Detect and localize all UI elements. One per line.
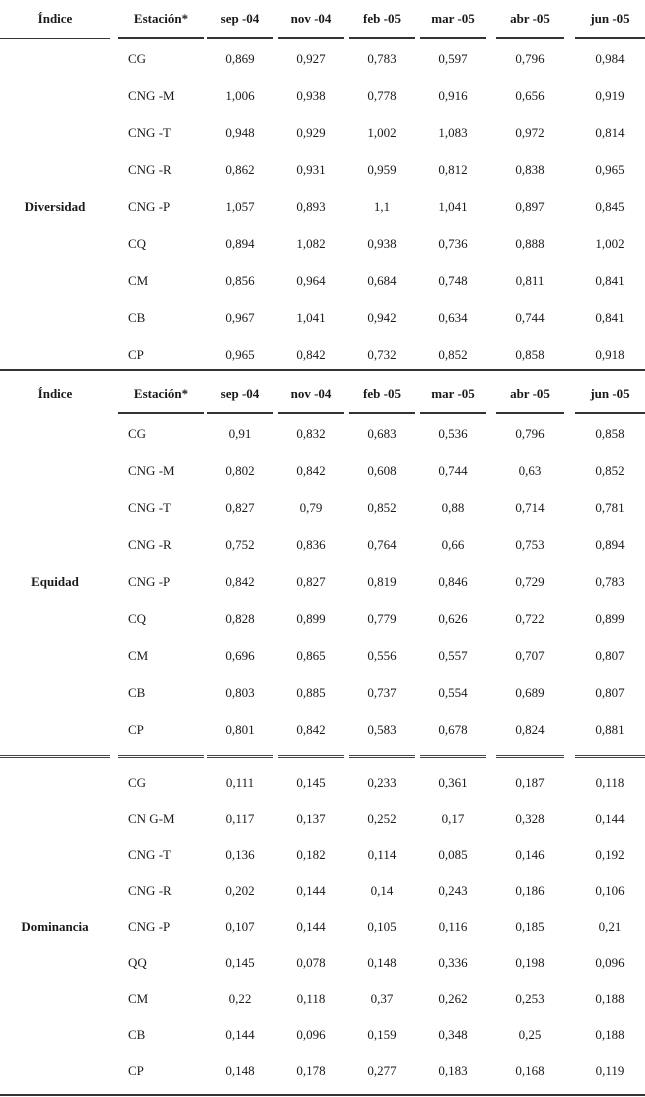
value-cell: 0,37 — [370, 991, 394, 1006]
value-cell: 0,828 — [225, 611, 255, 626]
value-cell: 0,144 — [595, 811, 625, 826]
value-cell: 0,107 — [225, 919, 255, 934]
value-cell: 0,536 — [438, 426, 468, 441]
station-cell: CP — [128, 1063, 144, 1078]
header-month-2: feb -05 — [349, 375, 415, 414]
value-cell: 0,63 — [518, 463, 542, 478]
double-rule — [575, 755, 645, 758]
value-cell: 0,144 — [225, 1027, 255, 1042]
table-row — [0, 415, 645, 452]
value-cell: 0,105 — [367, 919, 397, 934]
value-cell: 0,856 — [225, 273, 255, 288]
station-cell: CB — [128, 310, 146, 325]
value-cell: 0,827 — [225, 500, 255, 515]
value-cell: 0,106 — [595, 883, 625, 898]
value-cell: 0,803 — [225, 685, 255, 700]
value-cell: 0,556 — [367, 648, 397, 663]
value-cell: 0,931 — [296, 162, 326, 177]
value-cell: 0,14 — [370, 883, 394, 898]
value-cell: 0,972 — [515, 125, 545, 140]
value-cell: 0,819 — [367, 574, 397, 589]
value-cell: 0,852 — [595, 463, 625, 478]
value-cell: 0,186 — [515, 883, 545, 898]
value-cell: 0,707 — [515, 648, 545, 663]
value-cell: 0,252 — [367, 811, 397, 826]
value-cell: 0,202 — [225, 883, 255, 898]
value-cell: 0,811 — [515, 273, 545, 288]
value-cell: 0,137 — [296, 811, 326, 826]
value-cell: 0,836 — [296, 537, 326, 552]
value-cell: 0,796 — [515, 426, 545, 441]
station-cell: CQ — [128, 236, 147, 251]
value-cell: 0,096 — [595, 955, 625, 970]
value-cell: 0,689 — [515, 685, 545, 700]
section-label: Dominancia — [21, 919, 89, 934]
station-cell: CM — [128, 648, 149, 663]
value-cell: 0,557 — [438, 648, 468, 663]
table-row — [0, 801, 645, 837]
header-month-0: sep -04 — [207, 375, 273, 414]
value-cell: 0,841 — [595, 310, 625, 325]
table-row — [0, 873, 645, 909]
value-cell: 0,929 — [296, 125, 326, 140]
value-cell: 0,764 — [367, 537, 397, 552]
double-rule — [349, 755, 415, 758]
value-cell: 0,838 — [515, 162, 545, 177]
value-cell: 0,748 — [438, 273, 468, 288]
double-rule — [278, 755, 344, 758]
value-cell: 0,185 — [515, 919, 545, 934]
value-cell: 0,796 — [515, 51, 545, 66]
value-cell: 0,807 — [595, 685, 625, 700]
value-cell: 0,858 — [515, 347, 545, 362]
value-cell: 0,348 — [438, 1027, 468, 1042]
value-cell: 0,116 — [438, 919, 468, 934]
value-cell: 0,722 — [515, 611, 545, 626]
value-cell: 0,198 — [515, 955, 545, 970]
value-cell: 0,168 — [515, 1063, 545, 1078]
value-cell: 0,894 — [595, 537, 625, 552]
value-cell: 1,1 — [373, 199, 391, 214]
station-cell: CNG -R — [128, 537, 172, 552]
value-cell: 0,336 — [438, 955, 468, 970]
table-row — [0, 262, 645, 299]
value-cell: 0,783 — [595, 574, 625, 589]
value-cell: 0,832 — [296, 426, 326, 441]
value-cell: 0,899 — [296, 611, 326, 626]
table-row — [0, 600, 645, 637]
header-month-3: mar -05 — [420, 375, 486, 414]
value-cell: 0,683 — [367, 426, 397, 441]
station-cell: CP — [128, 347, 144, 362]
value-cell: 0,927 — [296, 51, 326, 66]
value-cell: 1,006 — [225, 88, 255, 103]
table-row — [0, 489, 645, 526]
station-cell: CNG -T — [128, 500, 171, 515]
value-cell: 0,078 — [296, 955, 326, 970]
header-month-1: nov -04 — [278, 0, 344, 39]
table-row — [0, 151, 645, 188]
station-cell: CB — [128, 1027, 146, 1042]
station-cell: QQ — [128, 955, 147, 970]
value-cell: 0,114 — [367, 847, 397, 862]
station-cell: CM — [128, 273, 149, 288]
value-cell: 0,634 — [438, 310, 468, 325]
value-cell: 0,118 — [595, 775, 625, 790]
value-cell: 0,66 — [441, 537, 465, 552]
table-header — [0, 0, 645, 38]
value-cell: 0,111 — [225, 775, 255, 790]
table-row — [0, 299, 645, 336]
value-cell: 0,118 — [296, 991, 326, 1006]
station-cell: CP — [128, 722, 144, 737]
table-row — [0, 1053, 645, 1089]
double-rule — [207, 755, 273, 758]
value-cell: 0,752 — [225, 537, 255, 552]
value-cell: 0,732 — [367, 347, 397, 362]
value-cell: 0,842 — [225, 574, 255, 589]
value-cell: 0,88 — [441, 500, 465, 515]
value-cell: 0,192 — [595, 847, 625, 862]
value-cell: 0,608 — [367, 463, 397, 478]
section-label: Diversidad — [24, 198, 86, 214]
table-row — [0, 637, 645, 674]
table-row — [0, 526, 645, 563]
value-cell: 0,684 — [367, 273, 397, 288]
value-cell: 0,696 — [225, 648, 255, 663]
station-cell: CG — [128, 775, 147, 790]
value-cell: 0,187 — [515, 775, 545, 790]
value-cell: 0,253 — [515, 991, 545, 1006]
value-cell: 0,919 — [595, 88, 625, 103]
value-cell: 0,117 — [225, 811, 255, 826]
value-cell: 0,145 — [225, 955, 255, 970]
section-label: Equidad — [31, 573, 79, 589]
value-cell: 0,858 — [595, 426, 625, 441]
value-cell: 1,002 — [595, 236, 625, 251]
value-cell: 0,779 — [367, 611, 397, 626]
value-cell: 0,678 — [438, 722, 468, 737]
double-rule — [496, 755, 564, 758]
station-cell: CNG -T — [128, 847, 171, 862]
station-cell: CG — [128, 426, 147, 441]
value-cell: 1,002 — [367, 125, 397, 140]
value-cell: 0,597 — [438, 51, 468, 66]
value-cell: 0,964 — [296, 273, 326, 288]
table-bottom-rule — [0, 1094, 645, 1096]
value-cell: 0,183 — [438, 1063, 468, 1078]
header-month-5: jun -05 — [575, 0, 645, 39]
value-cell: 0,842 — [296, 722, 326, 737]
value-cell: 0,233 — [367, 775, 397, 790]
value-cell: 1,041 — [438, 199, 468, 214]
value-cell: 0,096 — [296, 1027, 326, 1042]
value-cell: 0,894 — [225, 236, 255, 251]
value-cell: 0,842 — [296, 347, 326, 362]
value-cell: 0,852 — [367, 500, 397, 515]
value-cell: 0,744 — [438, 463, 468, 478]
value-cell: 0,899 — [595, 611, 625, 626]
station-cell: CNG -R — [128, 162, 172, 177]
value-cell: 0,965 — [225, 347, 255, 362]
table-row — [0, 40, 645, 77]
value-cell: 0,277 — [367, 1063, 397, 1078]
value-cell: 0,188 — [595, 991, 625, 1006]
table-header-repeat — [0, 375, 645, 413]
table-row — [0, 225, 645, 262]
value-cell: 0,148 — [367, 955, 397, 970]
value-cell: 0,862 — [225, 162, 255, 177]
station-cell: CG — [128, 51, 147, 66]
double-rule — [118, 755, 204, 758]
header-indice: Índice — [37, 11, 73, 26]
header-month-2: feb -05 — [349, 0, 415, 39]
value-cell: 0,583 — [367, 722, 397, 737]
header-month-1: nov -04 — [278, 375, 344, 414]
value-cell: 0,845 — [595, 199, 625, 214]
value-cell: 0,916 — [438, 88, 468, 103]
value-cell: 0,148 — [225, 1063, 255, 1078]
header-month-4: abr -05 — [496, 375, 564, 414]
value-cell: 0,79 — [299, 500, 323, 515]
value-cell: 0,178 — [296, 1063, 326, 1078]
double-rule — [0, 755, 110, 758]
station-cell: CB — [128, 685, 146, 700]
station-cell: CNG -R — [128, 883, 172, 898]
value-cell: 0,984 — [595, 51, 625, 66]
value-cell: 0,714 — [515, 500, 545, 515]
value-cell: 0,827 — [296, 574, 326, 589]
value-cell: 0,918 — [595, 347, 625, 362]
value-cell: 0,737 — [367, 685, 397, 700]
header-rule-left — [0, 38, 110, 39]
value-cell: 0,778 — [367, 88, 397, 103]
station-cell: CNG -M — [128, 463, 175, 478]
header-estacion: Estación* — [118, 375, 204, 414]
table-row — [0, 711, 645, 748]
value-cell: 0,744 — [515, 310, 545, 325]
table-row — [0, 1017, 645, 1053]
station-cell: CM — [128, 991, 149, 1006]
station-cell: CN G-M — [128, 811, 175, 826]
table-row — [0, 945, 645, 981]
value-cell: 0,554 — [438, 685, 468, 700]
value-cell: 0,841 — [595, 273, 625, 288]
value-cell: 1,057 — [225, 199, 255, 214]
value-cell: 0,881 — [595, 722, 625, 737]
value-cell: 0,842 — [296, 463, 326, 478]
section-divider — [0, 369, 645, 371]
value-cell: 0,22 — [228, 991, 252, 1006]
value-cell: 0,814 — [595, 125, 625, 140]
value-cell: 0,885 — [296, 685, 326, 700]
value-cell: 0,802 — [225, 463, 255, 478]
value-cell: 0,146 — [515, 847, 545, 862]
value-cell: 0,136 — [225, 847, 255, 862]
header-month-0: sep -04 — [207, 0, 273, 39]
value-cell: 0,17 — [441, 811, 465, 826]
value-cell: 0,781 — [595, 500, 625, 515]
value-cell: 0,144 — [296, 919, 326, 934]
value-cell: 0,812 — [438, 162, 468, 177]
value-cell: 0,959 — [367, 162, 397, 177]
double-rule — [420, 755, 486, 758]
table-row — [0, 336, 645, 373]
value-cell: 0,869 — [225, 51, 255, 66]
value-cell: 0,361 — [438, 775, 468, 790]
value-cell: 0,753 — [515, 537, 545, 552]
value-cell: 0,182 — [296, 847, 326, 862]
table-row — [0, 674, 645, 711]
value-cell: 0,938 — [367, 236, 397, 251]
header-estacion: Estación* — [118, 0, 204, 39]
header-month-3: mar -05 — [420, 0, 486, 39]
value-cell: 0,328 — [515, 811, 545, 826]
value-cell: 1,041 — [296, 310, 326, 325]
value-cell: 0,897 — [515, 199, 545, 214]
value-cell: 0,729 — [515, 574, 545, 589]
station-cell: CNG -M — [128, 88, 175, 103]
value-cell: 0,159 — [367, 1027, 397, 1042]
table-row — [0, 981, 645, 1017]
value-cell: 0,119 — [595, 1063, 625, 1078]
value-cell: 0,21 — [598, 919, 622, 934]
value-cell: 0,807 — [595, 648, 625, 663]
value-cell: 0,736 — [438, 236, 468, 251]
station-cell: CQ — [128, 611, 147, 626]
value-cell: 0,801 — [225, 722, 255, 737]
table-row — [0, 837, 645, 873]
value-cell: 0,967 — [225, 310, 255, 325]
header-month-5: jun -05 — [575, 375, 645, 414]
value-cell: 0,144 — [296, 883, 326, 898]
value-cell: 0,25 — [518, 1027, 542, 1042]
value-cell: 0,888 — [515, 236, 545, 251]
header-month-4: abr -05 — [496, 0, 564, 39]
table-row — [0, 77, 645, 114]
station-cell: CNG -P — [128, 199, 171, 214]
table-row — [0, 114, 645, 151]
value-cell: 0,91 — [228, 426, 252, 441]
value-cell: 0,865 — [296, 648, 326, 663]
value-cell: 0,626 — [438, 611, 468, 626]
value-cell: 0,965 — [595, 162, 625, 177]
value-cell: 0,846 — [438, 574, 468, 589]
value-cell: 1,082 — [296, 236, 326, 251]
value-cell: 0,262 — [438, 991, 468, 1006]
value-cell: 0,824 — [515, 722, 545, 737]
value-cell: 0,145 — [296, 775, 326, 790]
value-cell: 0,893 — [296, 199, 326, 214]
value-cell: 0,188 — [595, 1027, 625, 1042]
value-cell: 0,243 — [438, 883, 468, 898]
station-cell: CNG -T — [128, 125, 171, 140]
station-cell: CNG -P — [128, 574, 171, 589]
value-cell: 1,083 — [438, 125, 468, 140]
value-cell: 0,656 — [515, 88, 545, 103]
value-cell: 0,938 — [296, 88, 326, 103]
value-cell: 0,783 — [367, 51, 397, 66]
value-cell: 0,948 — [225, 125, 255, 140]
table-row — [0, 765, 645, 801]
header-indice: Índice — [37, 386, 73, 401]
value-cell: 0,942 — [367, 310, 397, 325]
value-cell: 0,852 — [438, 347, 468, 362]
station-cell: CNG -P — [128, 919, 171, 934]
value-cell: 0,085 — [438, 847, 468, 862]
table-row — [0, 452, 645, 489]
